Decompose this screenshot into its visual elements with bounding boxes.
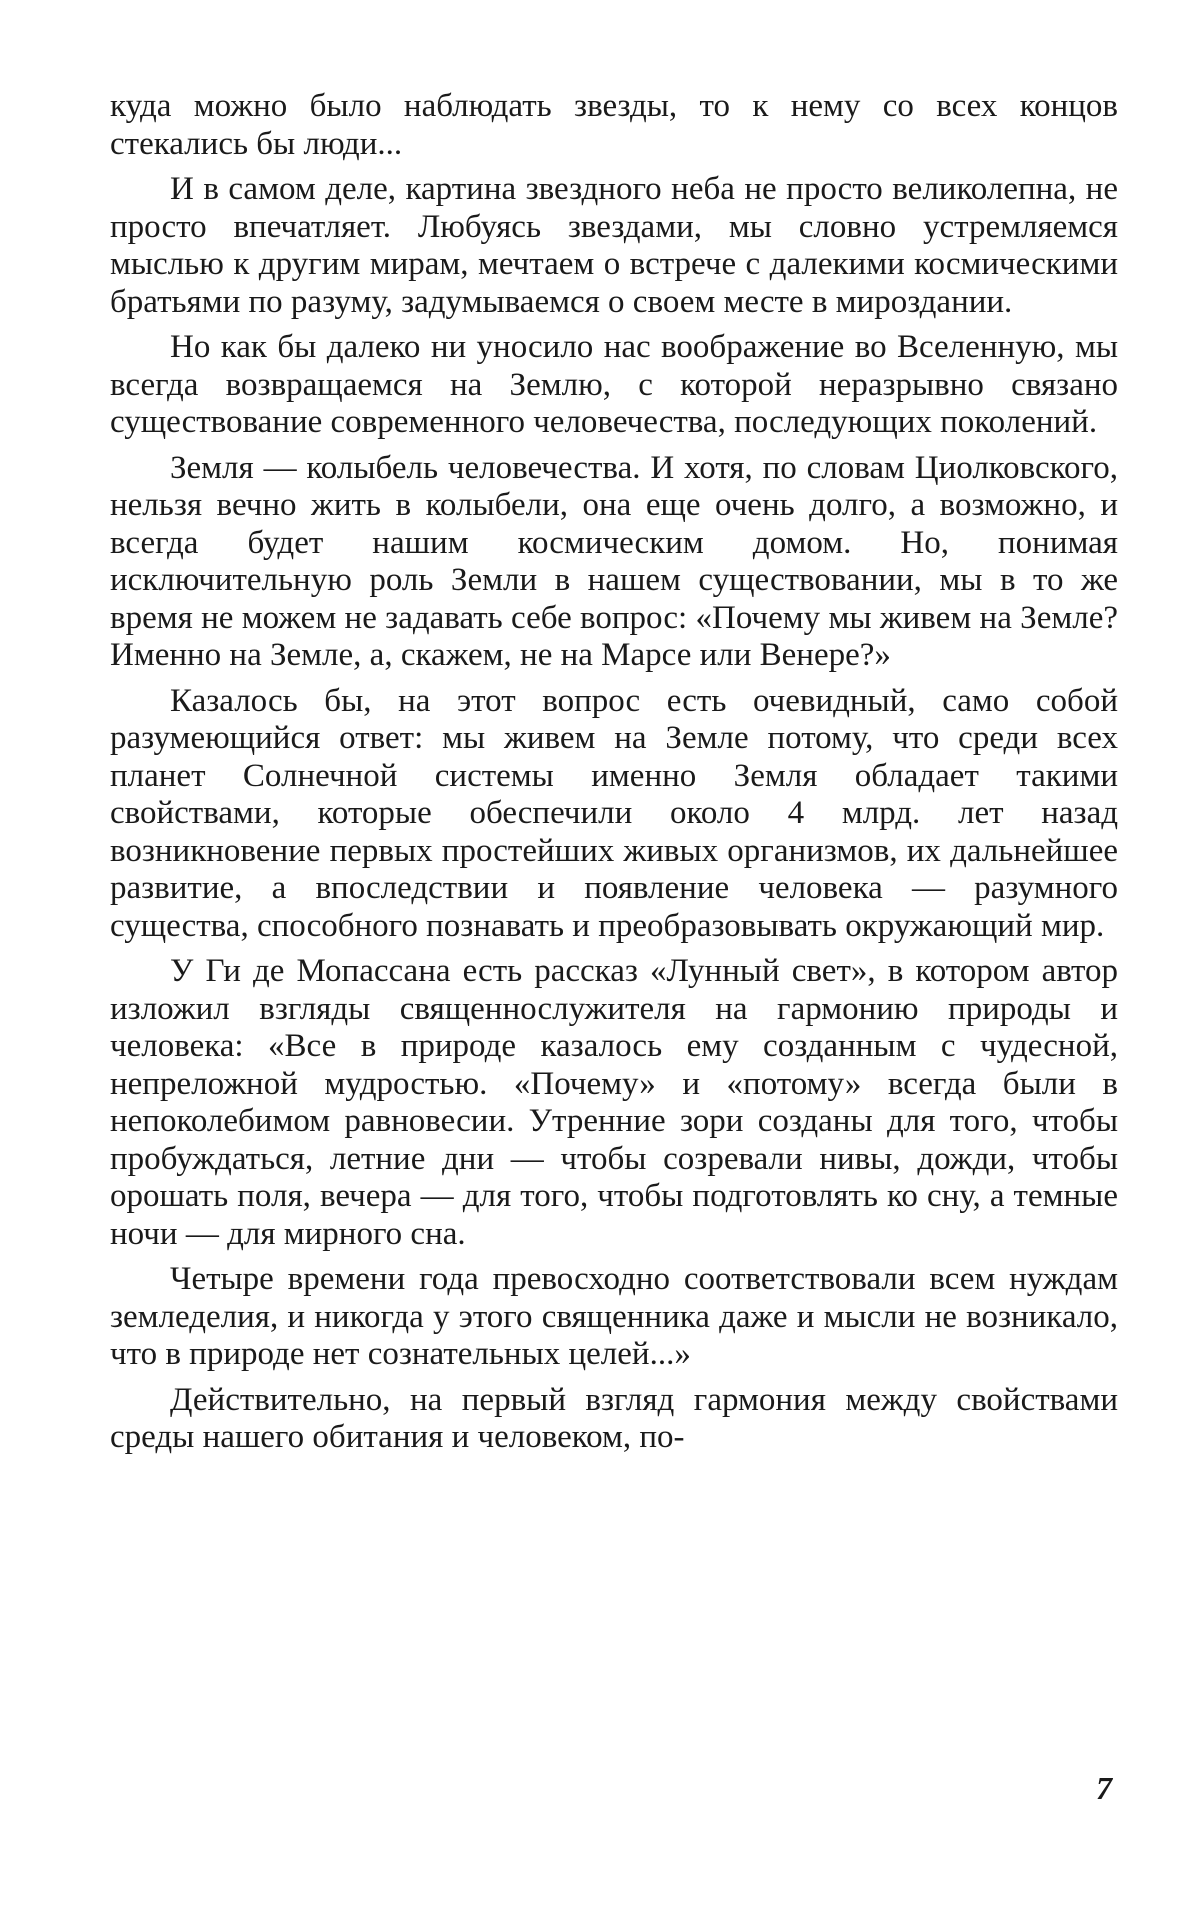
paragraph-obvious-answer: Казалось бы, на этот вопрос есть очевидный, само собой разумеющийся ответ: мы живем на Земле потому, что среди всех планет Солнечной системы именно Земля обладает такими свойствами, которые обеспечили около 4 млрд. лет назад возникновение первых простейших живых организмов, их дальнейшее развитие, а впоследствии и появление человека — разумного существа, способного познавать и преобразовывать окружающий мир.	[110, 682, 1118, 944]
paragraph-continuation: куда можно было наблюдать звезды, то к нему со всех концов стекались бы люди...	[110, 88, 1118, 162]
page-body	[110, 88, 1118, 1465]
paragraph-maupassant: У Ги де Мопассана есть рассказ «Лунный свет», в котором автор изложил взгляды священнослужителя на гармонию природы и человека: «Все в природе казалось ему созданным с чудесной, непреложной мудростью. «Почему» и «потому» всегда были в непоколебимом равновесии. Утренние зори созданы для того, чтобы пробуждаться, летние дни — чтобы созревали нивы, дожди, чтобы орошать поля, вечера — для того, чтобы подготовлять ко сну, а темные ночи — для мирного сна.	[110, 953, 1118, 1252]
page-number: 7	[1096, 1770, 1112, 1806]
paragraph-cradle-of-humanity: Земля — колыбель человечества. И хотя, по словам Циолковского, нельзя вечно жить в колыбели, она еще очень долго, а возможно, и всегда будет нашим космическим домом. Но, понимая исключительную роль Земли в нашем существовании, мы в то же время не можем не задавать себе вопрос: «Почему мы живем на Земле? Именно на Земле, а, скажем, не на Марсе или Венере?»	[110, 449, 1118, 673]
paragraph-harmony: Действительно, на первый взгляд гармония между свойствами среды нашего обитания и человеком, по-	[110, 1381, 1118, 1455]
paragraph-starry-sky: И в самом деле, картина звездного неба не просто великолепна, не просто впечатляет. Любуясь звездами, мы словно устремляемся мыслью к другим мирам, мечтаем о встрече с далекими космическими братьями по разуму, задумываемся о своем месте в мироздании.	[110, 171, 1118, 320]
paragraph-four-seasons: Четыре времени года превосходно соответствовали всем нуждам земледелия, и никогда у этого священника даже и мысли не возникало, что в природе нет сознательных целей...»	[110, 1261, 1118, 1372]
paragraph-return-to-earth: Но как бы далеко ни уносило нас воображение во Вселенную, мы всегда возвращаемся на Землю, с которой неразрывно связано существование современного человечества, последующих поколений.	[110, 329, 1118, 440]
